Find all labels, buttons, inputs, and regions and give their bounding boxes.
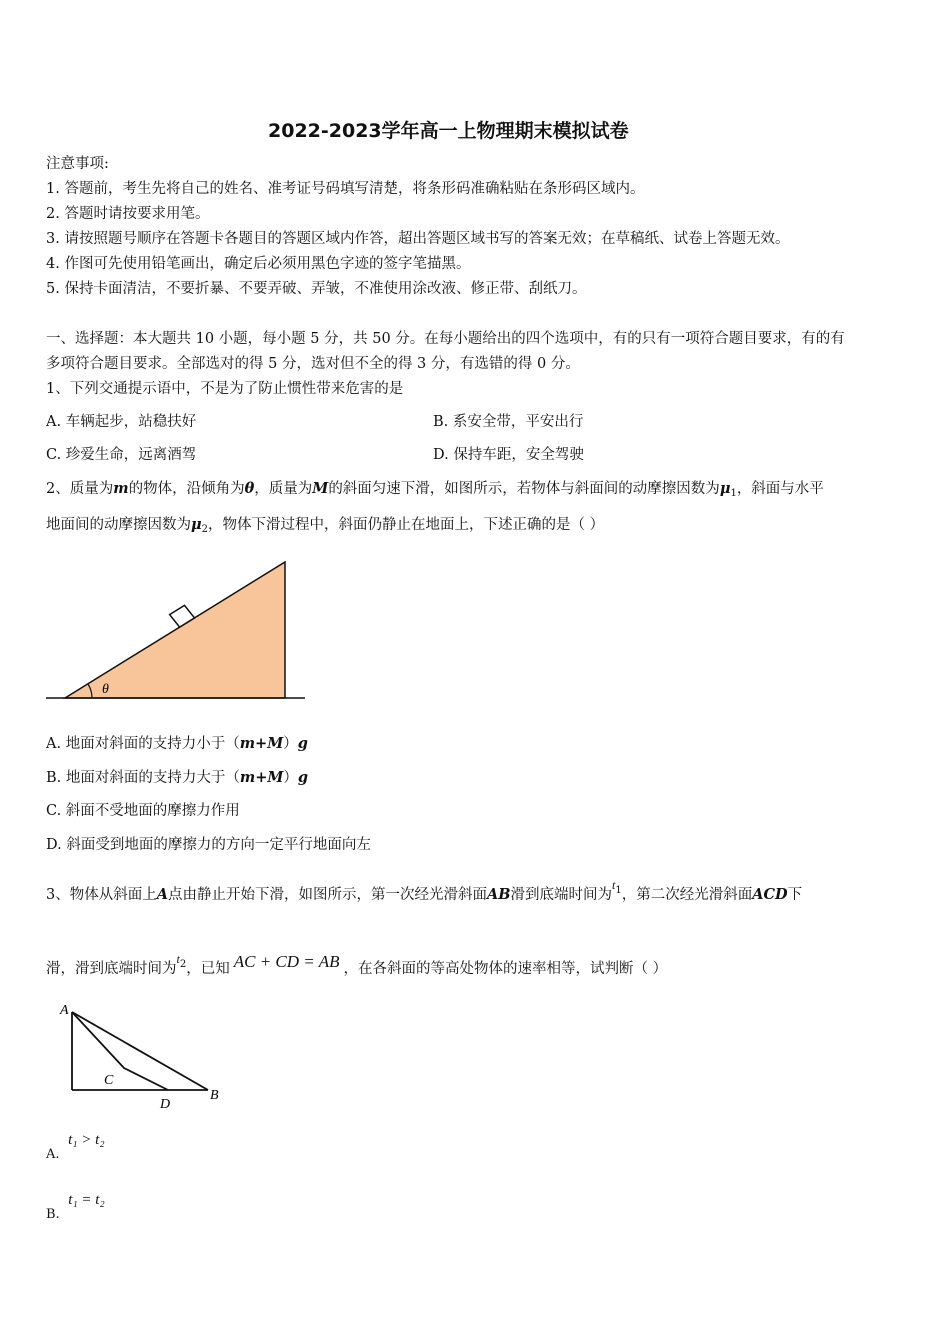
q3-option-b: B. t₁ = t₂ (46, 1192, 105, 1222)
q1-option-b: B. 系安全带，平安出行 (433, 414, 584, 430)
q2-option-a: A. 地面对斜面的支持力小于（m+M）g (46, 735, 308, 752)
wedge (65, 562, 285, 698)
question-3-stem-line1: 3、物体从斜面上A点由静止开始下滑，如图所示，第一次经光滑斜面AB滑到底端时间为$^{t1}$，第二次经光滑斜面ACD下 (46, 878, 803, 903)
question-2-stem-line2: 地面间的动摩擦因数为$\mu_2$，物体下滑过程中，斜面仍静止在地面上，下述正确的是（ ） (46, 516, 605, 535)
q1-option-c: C. 珍爱生命，远离酒驾 (46, 447, 197, 463)
path-acd (72, 1012, 168, 1090)
question-2-stem-line1: 2、质量为m的物体，沿倾角为θ，质量为M的斜面匀速下滑，如图所示，若物体与斜面间的动摩擦因数为$\mu_1$，斜面与水平 (46, 480, 824, 499)
q2-option-b: B. 地面对斜面的支持力大于（m+M）g (46, 769, 309, 786)
notice-heading: 注意事项: (46, 156, 109, 172)
notice-item: 2. 答题时请按要求用笔。 (46, 206, 210, 222)
q2-option-c: C. 斜面不受地面的摩擦力作用 (46, 803, 240, 819)
label-a: A (60, 1003, 69, 1018)
page-title: 2022-2023学年高一上物理期末模拟试卷 (268, 120, 629, 142)
q3-option-a: A. t₁ > t₂ (46, 1132, 105, 1162)
theta-label: θ (102, 682, 109, 697)
q1-option-d: D. 保持车距，安全驾驶 (433, 447, 584, 463)
incline-figure (40, 550, 310, 710)
section-instruction: 多项符合题目要求。全部选对的得 5 分，选对但不全的得 3 分，有选错的得 0 分。 (46, 356, 580, 372)
label-b: B (210, 1088, 219, 1103)
section-instruction: 一、选择题：本大题共 10 小题，每小题 5 分，共 50 分。在每小题给出的四个选项中，有的只有一项符合题目要求，有的有 (46, 331, 845, 347)
notice-item: 4. 作图可先使用铅笔画出，确定后必须用黑色字迹的签字笔描黑。 (46, 256, 471, 272)
question-3-stem-line2: 滑，滑到底端时间为$^{t2}$，已知 AC + CD = AB ，在各斜面的等高处物体的速率相等，试判断（ ） (46, 952, 668, 977)
notice-item: 3. 请按照题号顺序在答题卡各题目的答题区域内作答，超出答题区域书写的答案无效；在草稿纸、试卷上答题无效。 (46, 231, 790, 247)
notice-item: 5. 保持卡面清洁，不要折暴、不要弄破、弄皱，不准使用涂改液、修正带、刮纸刀。 (46, 281, 587, 297)
slope-ab (72, 1012, 208, 1090)
q1-option-a: A. 车辆起步，站稳扶好 (46, 414, 197, 430)
notice-item: 1. 答题前，考生先将自己的姓名、准考证号码填写清楚，将条形码准确粘贴在条形码区域内。 (46, 181, 645, 197)
question-1-stem: 1、下列交通提示语中，不是为了防止惯性带来危害的是 (46, 381, 404, 397)
label-c: C (104, 1073, 114, 1088)
q2-option-d: D. 斜面受到地面的摩擦力的方向一定平行地面向左 (46, 837, 371, 853)
slope-figure (56, 996, 256, 1116)
label-d: D (160, 1097, 171, 1112)
